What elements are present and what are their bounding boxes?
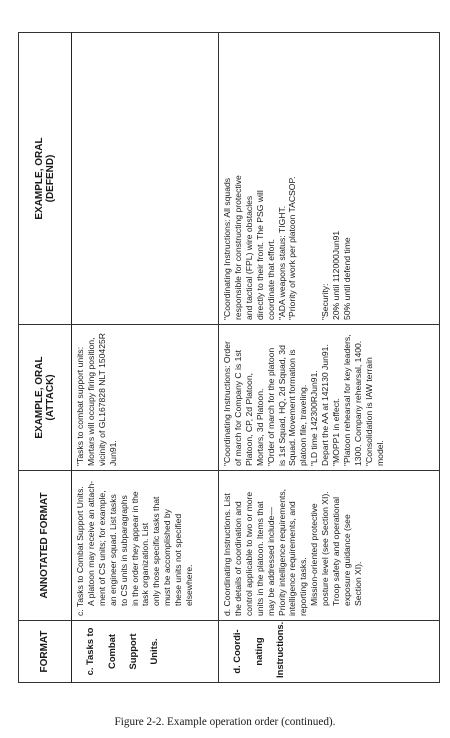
text-line: "Coordinating Instructions: All squads (222, 177, 232, 320)
text-line: Mortars, 3d Platoon. (254, 388, 265, 466)
text-line: d. Coordi- (231, 629, 243, 674)
text-line: posture level (see Section XI). (320, 491, 331, 606)
text-line: "Tasks to combat support units: (75, 346, 85, 466)
text-line: task organization. List (140, 522, 151, 606)
defend-example-cell (219, 33, 440, 325)
text-line: Units. (147, 638, 159, 665)
table-row (72, 33, 219, 683)
header-attack-line2: (ATTACK) (45, 374, 56, 421)
defend-text (222, 130, 353, 320)
attack-text (75, 329, 119, 466)
text-line: Support (126, 633, 138, 670)
header-example-attack (19, 325, 72, 471)
text-line: "Consolidation is IAW terrain (363, 357, 374, 466)
text-line: exposure guidance (see (341, 514, 352, 606)
text-line: responsible for constructing protective (232, 175, 243, 320)
text-line: 50% until defend time (341, 237, 352, 320)
header-defend-line1: EXAMPLE, ORAL (33, 137, 45, 220)
text-line: units in the platoon. Items that (254, 501, 265, 616)
text-line: in the order they appear in the (129, 491, 140, 606)
text-line: "Security: (320, 283, 331, 320)
text-line: directly to their front. The PSG will (254, 190, 265, 320)
text-line (298, 130, 309, 320)
text-line: "Platoon rehearsal for key leaders, (341, 334, 352, 466)
header-row (19, 33, 72, 683)
text-line: only those specific tasks that (151, 496, 162, 606)
text-line: c. Tasks to (84, 627, 96, 676)
annotated-cell (219, 471, 440, 621)
rotated-table-wrapper (18, 33, 430, 683)
text-line: coordinate that effort. (265, 238, 276, 320)
text-line: Squad. Movement formation is (287, 349, 298, 466)
text-line: Priority intelligence requirements, (276, 488, 287, 616)
text-line: Platoon, CP, 2d Platoon, (243, 372, 254, 466)
header-annotated-format (19, 471, 72, 621)
text-line: Jun91. (107, 440, 118, 466)
header-defend-line2: (DEFEND) (45, 154, 56, 203)
text-line: model. (374, 440, 385, 466)
figure-caption: Figure 2-2. Example operation order (continued). (114, 716, 336, 728)
attack-text (222, 329, 386, 466)
text-line: Mortars will occupy firing position, (85, 337, 96, 466)
text-line: these units not specified (173, 513, 184, 606)
text-line: "Order of march for the platoon (265, 347, 276, 466)
text-line: vicinity of GL167828 NLT 150425R (96, 333, 107, 466)
text-line: "MOPP1 in effect. (331, 398, 342, 466)
header-annotated-label: ANNOTATED FORMAT (39, 492, 51, 599)
text-line: an engineer squad. List tasks (107, 494, 118, 606)
text-line: d. Coordinating Instructions. List (222, 493, 232, 616)
defend-example-cell (72, 33, 219, 325)
text-line: "ADA weapons status: TIGHT. (276, 205, 287, 320)
header-format (19, 621, 72, 683)
table-row (219, 33, 440, 683)
text-line: Mission-oriented protective (309, 503, 320, 606)
attack-example-cell (72, 325, 219, 471)
format-cell (72, 621, 219, 683)
text-line: "Coordinating Instructions: Order (222, 341, 232, 466)
text-line: to CS units in subparagraphs (118, 495, 129, 606)
text-line: is 1st Squad, HQ, 2d Squad, 3d (276, 345, 287, 466)
text-line: "LD time 142300RJun91. (309, 370, 320, 466)
operation-order-table (18, 32, 440, 683)
text-line: may be addressed include— (265, 507, 276, 616)
annotated-cell (72, 471, 219, 621)
text-line: must be accomplished by (162, 509, 173, 606)
text-line (309, 130, 320, 320)
header-example-defend (19, 33, 72, 325)
text-line: "Priority of work per platoon TACSOP. (287, 176, 298, 320)
text-line: Combat (105, 634, 117, 669)
text-line: A platoon may receive an attach- (85, 480, 96, 606)
text-line: Troop safety and operational (331, 496, 342, 606)
text-line: the details of coordination and (232, 501, 243, 616)
text-line: nating (252, 637, 264, 666)
text-line: of march for Company C is 1st (232, 349, 243, 466)
header-format-label: FORMAT (39, 630, 51, 673)
text-line: reporting tasks. (298, 557, 309, 616)
text-line: c. Tasks to Combat Support Units. (75, 486, 85, 616)
text-line: 20% until 112000Jun91 (331, 230, 342, 320)
annotated-text (222, 475, 364, 616)
attack-example-cell (219, 325, 440, 471)
annotated-text (75, 475, 195, 616)
text-line: Instructions. (273, 621, 285, 678)
format-cell (219, 621, 440, 683)
text-line: elsewhere. (184, 564, 195, 606)
text-line: platoon file, traveling. (298, 384, 309, 466)
text-line: ment of CS units; for example, (96, 490, 107, 606)
text-line: intelligence requirements, and (287, 501, 298, 616)
header-attack-line1: EXAMPLE, ORAL (33, 356, 45, 439)
text-line: control applicable to two or more (243, 491, 254, 616)
text-line: Depart the AA at 142130 Jun91. (320, 344, 331, 466)
text-line: and tactical (FPL) wire obstacles (243, 195, 254, 320)
text-line: Section XI). (352, 561, 363, 606)
text-line: 1300. Company rehearsal, 1400. (352, 340, 363, 466)
